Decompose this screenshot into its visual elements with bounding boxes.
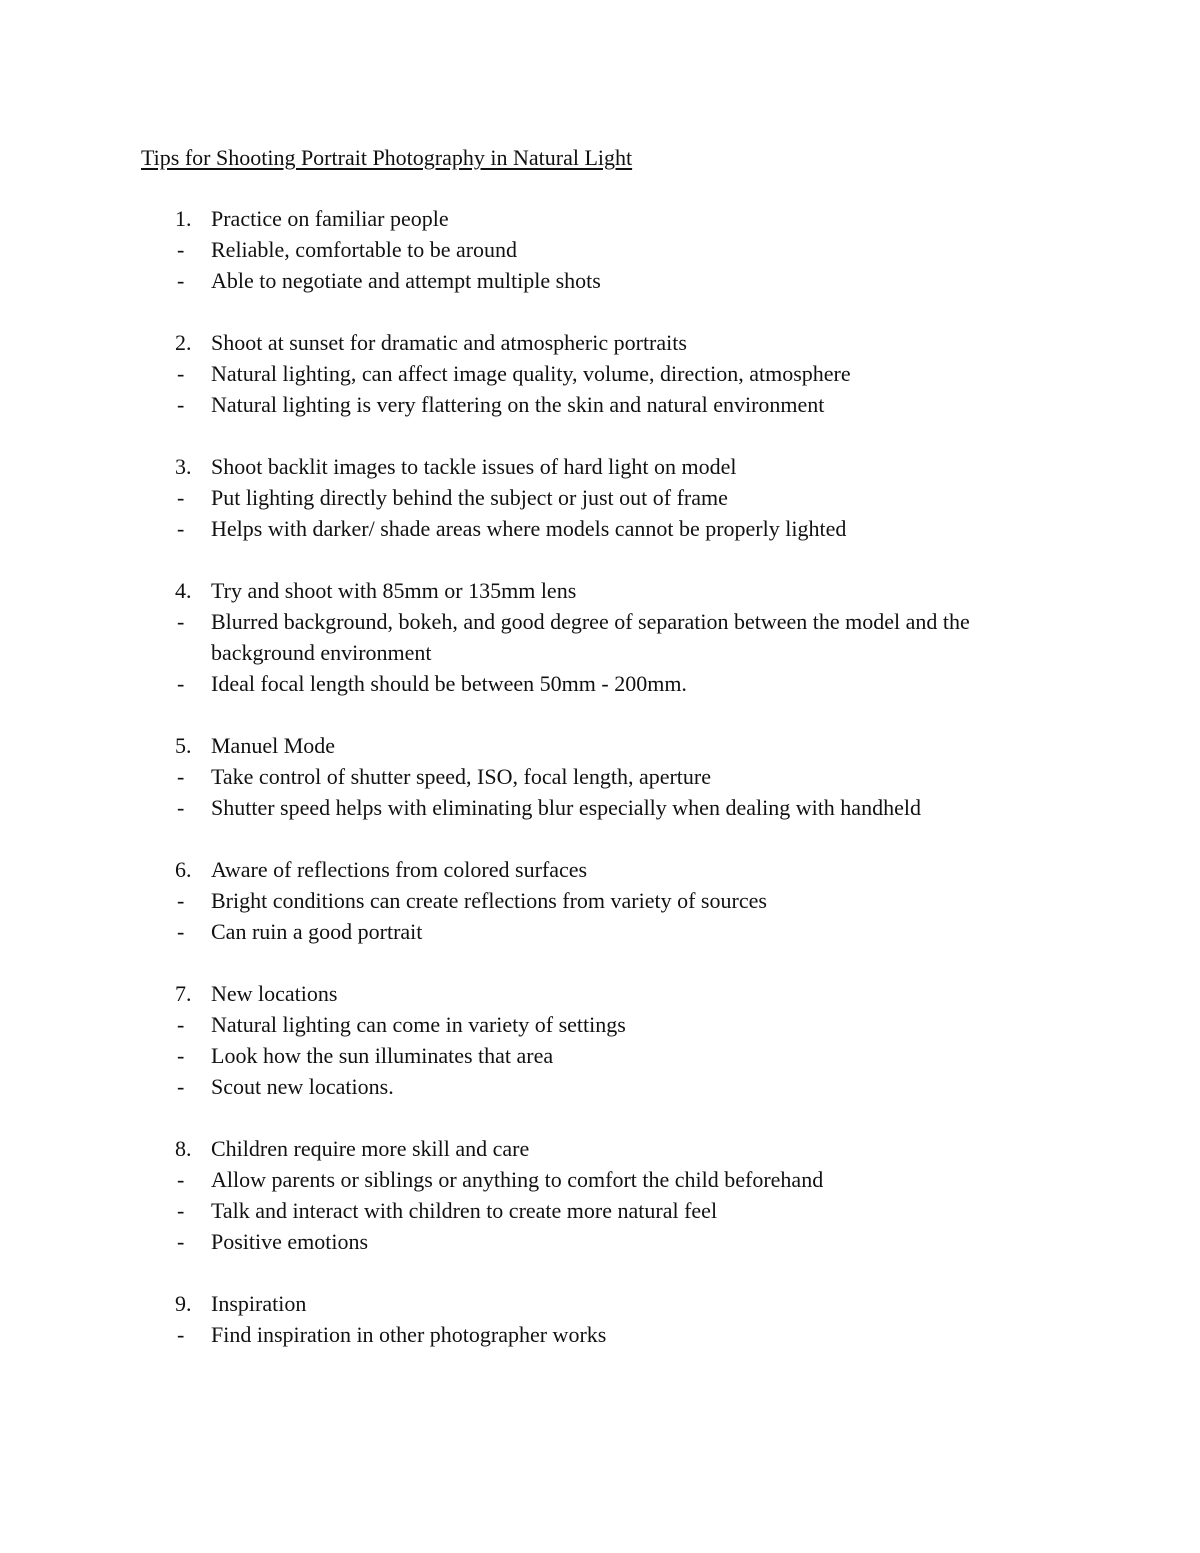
tip-bullet-text: Helps with darker/ shade areas where models cannot be properly lighted: [211, 516, 847, 541]
tip-number: 7.: [175, 981, 192, 1006]
tip-section: [0, 575, 1200, 699]
tip-bullet-line: [0, 482, 1200, 513]
tip-heading-line: [0, 730, 1200, 761]
tip-bullet-line: [0, 1164, 1200, 1195]
tip-bullet-text: Blurred background, bokeh, and good degree of separation between the model and the background environment: [211, 609, 970, 665]
document-title: Tips for Shooting Portrait Photography in Natural Light: [141, 145, 633, 170]
tip-heading: Manuel Mode: [211, 733, 336, 758]
tip-section: [0, 1133, 1200, 1257]
tip-bullet-text: Natural lighting is very flattering on the skin and natural environment: [211, 392, 825, 417]
tip-bullet-text: Put lighting directly behind the subject or just out of frame: [211, 485, 728, 510]
tip-heading: Shoot at sunset for dramatic and atmospheric portraits: [211, 330, 687, 355]
tip-heading: Shoot backlit images to tackle issues of hard light on model: [211, 454, 737, 479]
tip-heading-line: [0, 575, 1200, 606]
tip-number: 2.: [175, 330, 192, 355]
tip-heading-line: [0, 1133, 1200, 1164]
tip-bullet-text: Bright conditions can create reflections from variety of sources: [211, 888, 767, 913]
tip-number: 9.: [175, 1291, 192, 1316]
bullet-dash: -: [177, 516, 185, 541]
bullet-dash: -: [177, 1198, 185, 1223]
tip-bullet-text: Look how the sun illuminates that area: [211, 1043, 554, 1068]
tip-section: [0, 1288, 1200, 1350]
tip-heading: Practice on familiar people: [211, 206, 449, 231]
tip-bullet-line: [0, 513, 1200, 544]
bullet-dash: -: [177, 268, 185, 293]
bullet-dash: -: [177, 361, 185, 386]
tips-list: [0, 203, 1200, 1381]
tip-number: 4.: [175, 578, 192, 603]
tip-bullet-text: Able to negotiate and attempt multiple shots: [211, 268, 601, 293]
tip-bullet-line: [0, 1071, 1200, 1102]
tip-section: [0, 203, 1200, 296]
tip-bullet-text: Talk and interact with children to create more natural feel: [211, 1198, 718, 1223]
tip-bullet-line: [0, 1226, 1200, 1257]
tip-bullet-line: [0, 916, 1200, 947]
tip-bullet-line: [0, 1319, 1200, 1350]
tip-bullet-text: Take control of shutter speed, ISO, focal length, aperture: [211, 764, 712, 789]
bullet-dash: -: [177, 1229, 185, 1254]
tip-number: 8.: [175, 1136, 192, 1161]
tip-heading: Aware of reflections from colored surfaces: [211, 857, 588, 882]
tip-bullet-text: Find inspiration in other photographer works: [211, 1322, 607, 1347]
bullet-dash: -: [177, 609, 185, 634]
bullet-dash: -: [177, 764, 185, 789]
tip-section: [0, 327, 1200, 420]
tip-bullet-line: [0, 606, 1200, 668]
tip-bullet-line: [0, 389, 1200, 420]
tip-bullet-line: [0, 668, 1200, 699]
tip-heading: Inspiration: [211, 1291, 307, 1316]
bullet-dash: -: [177, 1167, 185, 1192]
tip-number: 3.: [175, 454, 192, 479]
tip-bullet-line: [0, 761, 1200, 792]
tip-heading: Try and shoot with 85mm or 135mm lens: [211, 578, 577, 603]
tip-bullet-text: Ideal focal length should be between 50mm - 200mm.: [211, 671, 687, 696]
tip-bullet-line: [0, 358, 1200, 389]
bullet-dash: -: [177, 392, 185, 417]
tip-bullet-text: Natural lighting can come in variety of settings: [211, 1012, 626, 1037]
bullet-dash: -: [177, 237, 185, 262]
tip-section: [0, 451, 1200, 544]
tip-bullet-text: Scout new locations.: [211, 1074, 394, 1099]
tip-bullet-text: Reliable, comfortable to be around: [211, 237, 518, 262]
bullet-dash: -: [177, 795, 185, 820]
tip-number: 5.: [175, 733, 192, 758]
tip-bullet-text: Positive emotions: [211, 1229, 369, 1254]
bullet-dash: -: [177, 888, 185, 913]
tip-section: [0, 978, 1200, 1102]
tip-number: 6.: [175, 857, 192, 882]
tip-bullet-text: Natural lighting, can affect image quality, volume, direction, atmosphere: [211, 361, 851, 386]
bullet-dash: -: [177, 919, 185, 944]
tip-heading-line: [0, 203, 1200, 234]
tip-section: [0, 730, 1200, 823]
tip-heading-line: [0, 1288, 1200, 1319]
bullet-dash: -: [177, 1322, 185, 1347]
tip-bullet-line: [0, 885, 1200, 916]
bullet-dash: -: [177, 485, 185, 510]
tip-heading-line: [0, 327, 1200, 358]
tip-bullet-line: [0, 1040, 1200, 1071]
tip-bullet-line: [0, 1009, 1200, 1040]
tip-heading-line: [0, 451, 1200, 482]
tip-bullet-line: [0, 234, 1200, 265]
bullet-dash: -: [177, 1074, 185, 1099]
tip-heading-line: [0, 978, 1200, 1009]
tip-bullet-line: [0, 792, 1200, 823]
tip-bullet-text: Shutter speed helps with eliminating blur especially when dealing with handheld: [211, 795, 921, 820]
bullet-dash: -: [177, 1012, 185, 1037]
bullet-dash: -: [177, 671, 185, 696]
tip-heading: Children require more skill and care: [211, 1136, 530, 1161]
tip-bullet-text: Can ruin a good portrait: [211, 919, 423, 944]
tip-section: [0, 854, 1200, 947]
tip-heading: New locations: [211, 981, 338, 1006]
tip-heading-line: [0, 854, 1200, 885]
tip-number: 1.: [175, 206, 192, 231]
tip-bullet-line: [0, 265, 1200, 296]
tip-bullet-text: Allow parents or siblings or anything to comfort the child beforehand: [211, 1167, 824, 1192]
bullet-dash: -: [177, 1043, 185, 1068]
tip-bullet-line: [0, 1195, 1200, 1226]
